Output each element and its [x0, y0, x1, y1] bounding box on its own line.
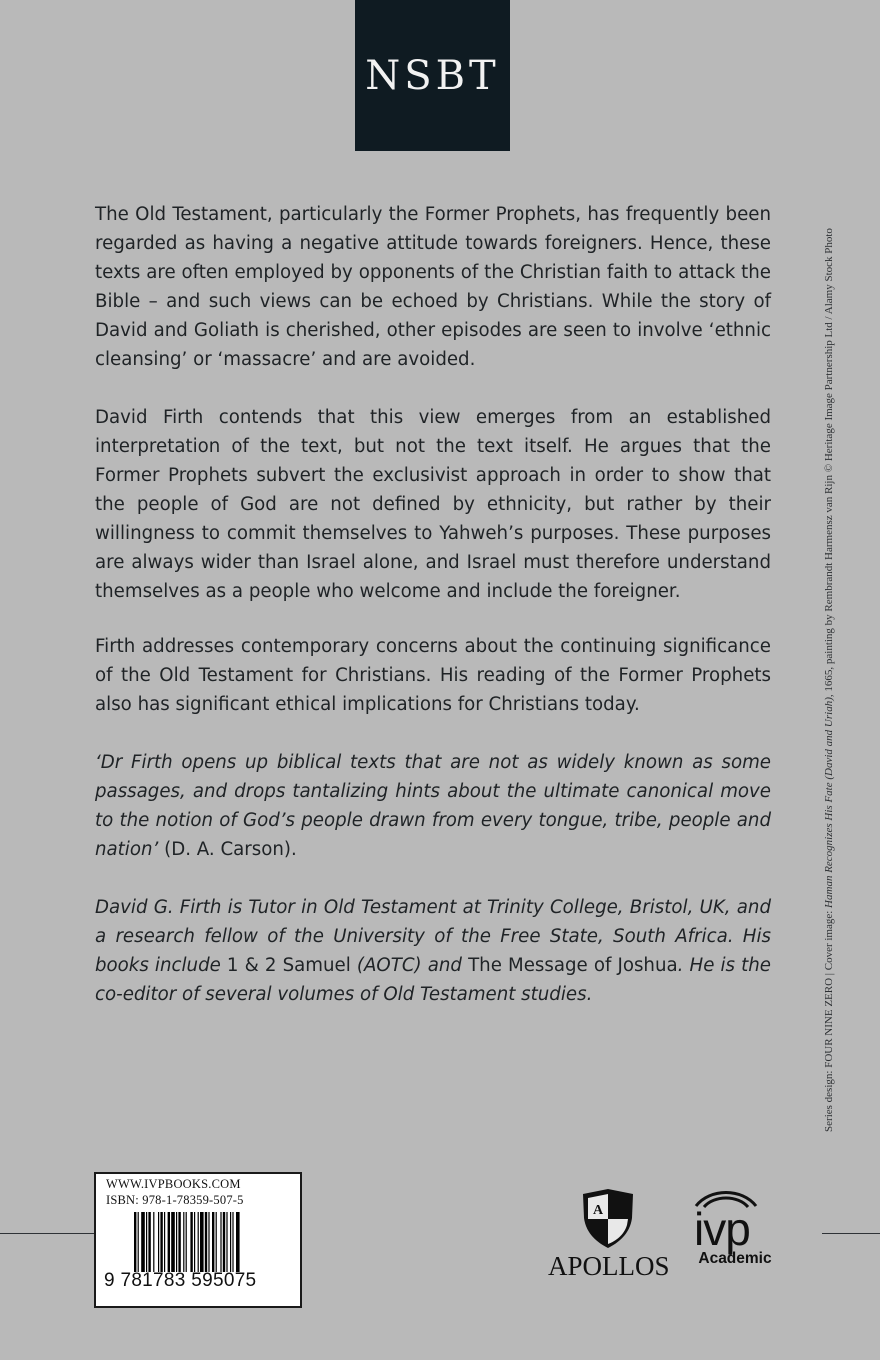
barcode-bar	[178, 1212, 180, 1272]
credit-part: Series design: FOUR NINE ZERO | Cover image:	[823, 907, 835, 1132]
barcode-bar	[148, 1212, 150, 1272]
barcode-bar	[208, 1212, 209, 1272]
quote-attribution: (D. A. Carson).	[164, 839, 297, 860]
barcode-bar	[198, 1212, 199, 1272]
barcode-digits: 9 781783 595075	[104, 1270, 257, 1291]
blurb-paragraph-3	[95, 632, 771, 719]
barcode-bar	[190, 1212, 192, 1272]
blurb-paragraph-1	[95, 200, 771, 374]
bio-text	[95, 893, 771, 1009]
book-title-1: 1 & 2 Samuel	[226, 955, 351, 976]
blurb-text: David Firth contends that this view emerges from an established interpretation of the text, but not the text itself. He argues that the Former Prophets subvert the exclusivist approach in order to show that the people of God are not defined by ethnicity, but rather by their willingness to commit themselves to Yahweh’s purposes. These purposes are always wider than Israel alone, and Israel must therefore understand themselves as a people who welcome and include the foreigner.	[95, 407, 771, 602]
ivp-wordmark: ivp	[694, 1203, 750, 1255]
divider-right	[822, 1233, 880, 1234]
apollos-logo	[548, 1188, 668, 1280]
blurb-paragraph-2	[95, 403, 771, 606]
barcode-bar	[212, 1212, 214, 1272]
isbn-number: ISBN: 978-1-78359-507-5	[106, 1193, 244, 1207]
barcode-bar	[226, 1212, 227, 1272]
book-title-2: The Message of Joshua	[468, 955, 678, 976]
barcode-bar	[153, 1212, 154, 1272]
website: WWW.IVPBOOKS.COM	[106, 1177, 241, 1191]
bio-part: (AOTC) and	[350, 955, 469, 976]
barcode-bar	[205, 1212, 207, 1272]
barcode	[134, 1212, 284, 1272]
bio-part: David G. Firth is Tutor in Old Testament at Trinity College, Bristol, UK, and a research fellow of the University of the Free State, South Africa. His books include	[95, 897, 771, 976]
barcode-bar	[171, 1212, 175, 1272]
apollos-shield-icon	[548, 1188, 668, 1252]
barcode-bar	[168, 1212, 170, 1272]
barcode-bar	[146, 1212, 147, 1272]
barcode-bar	[138, 1212, 139, 1272]
barcode-bar	[160, 1212, 162, 1272]
barcode-bar	[223, 1212, 225, 1272]
barcode-bar	[141, 1212, 145, 1272]
barcode-bar	[236, 1212, 240, 1272]
cover-credit-line	[823, 120, 835, 1240]
painting-title: Haman Recognizes His Fate (David and Uriah)	[823, 697, 835, 908]
barcode-bar	[232, 1212, 233, 1272]
shield-letter: A	[592, 1203, 604, 1218]
author-bio	[95, 893, 771, 1009]
barcode-bar	[134, 1212, 136, 1272]
barcode-bar	[186, 1212, 187, 1272]
barcode-bar	[230, 1212, 231, 1272]
bio-part: . He is the co-editor of several volumes of Old Testament studies.	[95, 955, 771, 1005]
blurb-text: Firth addresses contemporary concerns about the continuing significance of the Old Testament for Christians. His reading of the Former Prophets also has significant ethical implications for Christians today.	[95, 636, 771, 715]
barcode-bar	[183, 1212, 184, 1272]
blurb-text: The Old Testament, particularly the Former Prophets, has frequently been regarded as having a negative attitude towards foreigners. Hence, these texts are often employed by opponents of the Christian faith to attack the Bible – and such views can be echoed by Christians. While the story of David and Goliath is cherished, other episodes are seen to involve ‘ethnic cleansing’ or ‘massacre’ and are avoided.	[95, 204, 771, 370]
apollos-wordmark: APOLLOS	[548, 1251, 670, 1281]
quote-body: ‘Dr Firth opens up biblical texts that are not as widely known as some passages, and drops tantalizing hints about the ultimate canonical move to the notion of God’s people drawn from every tongue, tribe, people and nation’	[95, 752, 771, 860]
barcode-bar	[216, 1212, 217, 1272]
barcode-bar	[200, 1212, 204, 1272]
academic-wordmark: Academic	[698, 1250, 772, 1267]
divider-left	[0, 1233, 94, 1234]
series-logo-block	[355, 0, 510, 151]
barcode-bar	[176, 1212, 177, 1272]
barcode-bar	[220, 1212, 221, 1272]
ivp-academic-logo	[690, 1186, 782, 1282]
barcode-bar	[158, 1212, 159, 1272]
barcode-bar	[194, 1212, 195, 1272]
endorsement-quote	[95, 748, 771, 864]
quote-text	[95, 748, 771, 864]
barcode-bar	[164, 1212, 165, 1272]
credit-part: , 1665, painting by Rembrandt Harmensz van Rijn © Heritage Image Partnership Ltd / Alamy Stock Photo	[823, 228, 835, 698]
isbn-box	[94, 1172, 302, 1308]
series-name: NSBT	[365, 52, 500, 99]
